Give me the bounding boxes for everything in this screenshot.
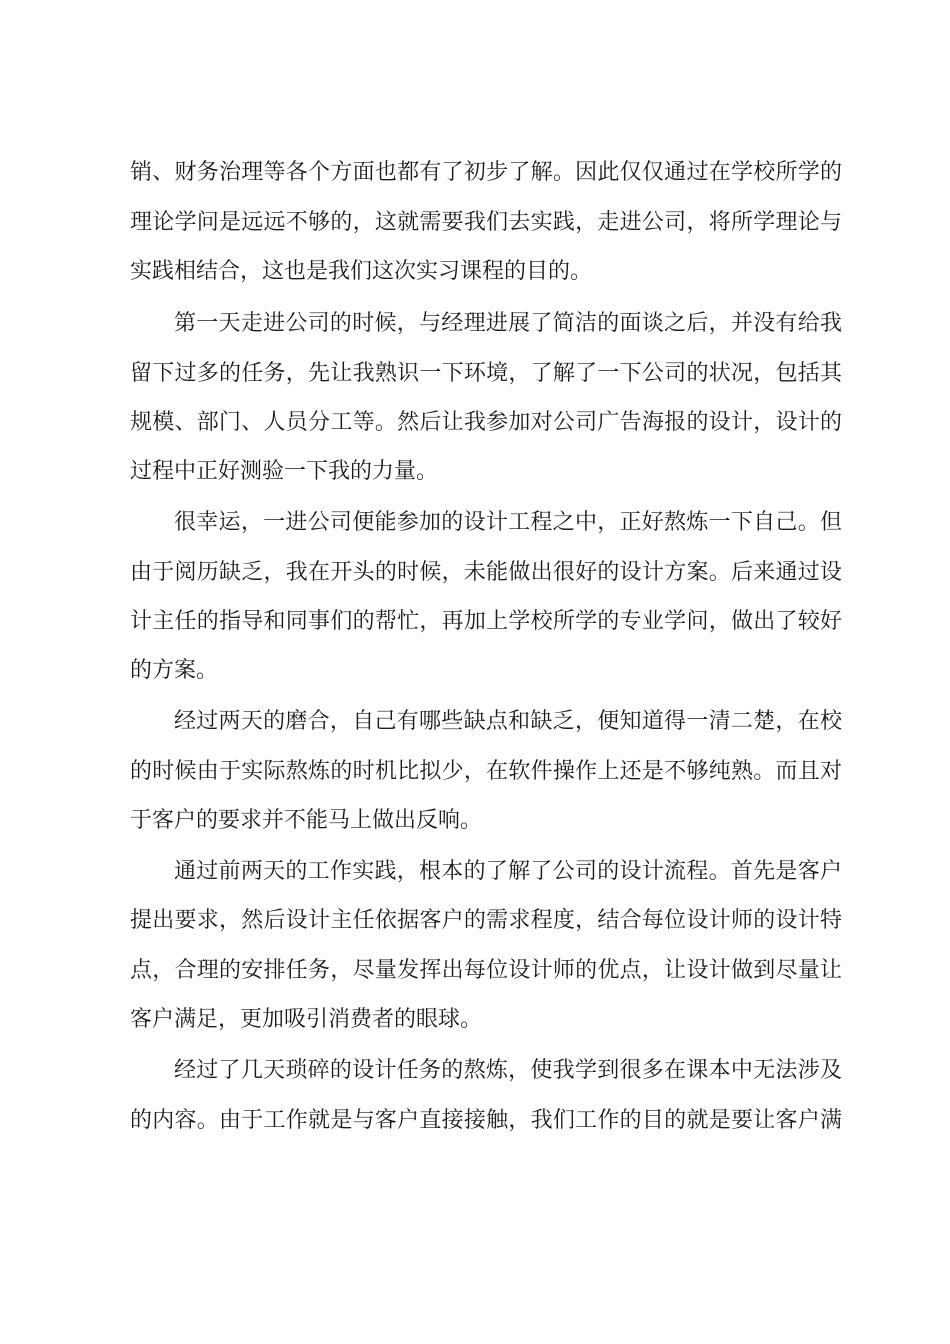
paragraph-line: 提出要求，然后设计主任依据客户的需求程度，结合每位设计师的设计特: [130, 908, 842, 933]
paragraph-line: 过程中正好测验一下我的力量。: [130, 459, 439, 484]
paragraph-line: 规模、部门、人员分工等。然后让我参加对公司广告海报的设计，设计的: [130, 410, 842, 435]
paragraph-first-line: 第一天走进公司的时候，与经理进展了简洁的面谈之后，并没有给我: [174, 311, 842, 336]
paragraph-line: 理论学问是远远不够的，这就需要我们去实践，走进公司，将所学理论与: [130, 210, 842, 235]
paragraph-first-line: 经过了几天琐碎的设计任务的熬炼，使我学到很多在课本中无法涉及: [174, 1058, 842, 1083]
paragraph-line: 由于阅历缺乏，我在开头的时候，未能做出很好的设计方案。后来通过设: [130, 560, 842, 585]
paragraph-line: 的内容。由于工作就是与客户直接接触，我们工作的目的就是要让客户满: [130, 1108, 842, 1133]
paragraph-line: 的时候由于实际熬炼的时机比拟少，在软件操作上还是不够纯熟。而且对: [130, 759, 842, 784]
paragraph-line: 计主任的指导和同事们的帮忙，再加上学校所学的专业学问，做出了较好: [130, 609, 842, 634]
paragraph-first-line: 经过两天的磨合，自己有哪些缺点和缺乏，便知道得一清二楚，在校: [174, 709, 842, 734]
paragraph-line: 实践相结合，这也是我们这次实习课程的目的。: [130, 259, 593, 284]
paragraph-line: 留下过多的任务，先让我熟识一下环境，了解了一下公司的状况，包括其: [130, 361, 842, 386]
paragraph-first-line: 通过前两天的工作实践，根本的了解了公司的设计流程。首先是客户: [174, 859, 842, 884]
paragraph-line: 客户满足，更加吸引消费者的眼球。: [130, 1007, 483, 1032]
paragraph-first-line: 很幸运，一进公司便能参加的设计工程之中，正好熬炼一下自己。但: [174, 510, 842, 535]
paragraph-line: 于客户的要求并不能马上做出反响。: [130, 808, 483, 833]
paragraph-line: 销、财务治理等各个方面也都有了初步了解。因此仅仅通过在学校所学的: [130, 160, 842, 185]
paragraph-line: 点，合理的安排任务，尽量发挥出每位设计师的优点，让设计做到尽量让: [130, 958, 842, 983]
paragraph-line: 的方案。: [130, 658, 219, 683]
